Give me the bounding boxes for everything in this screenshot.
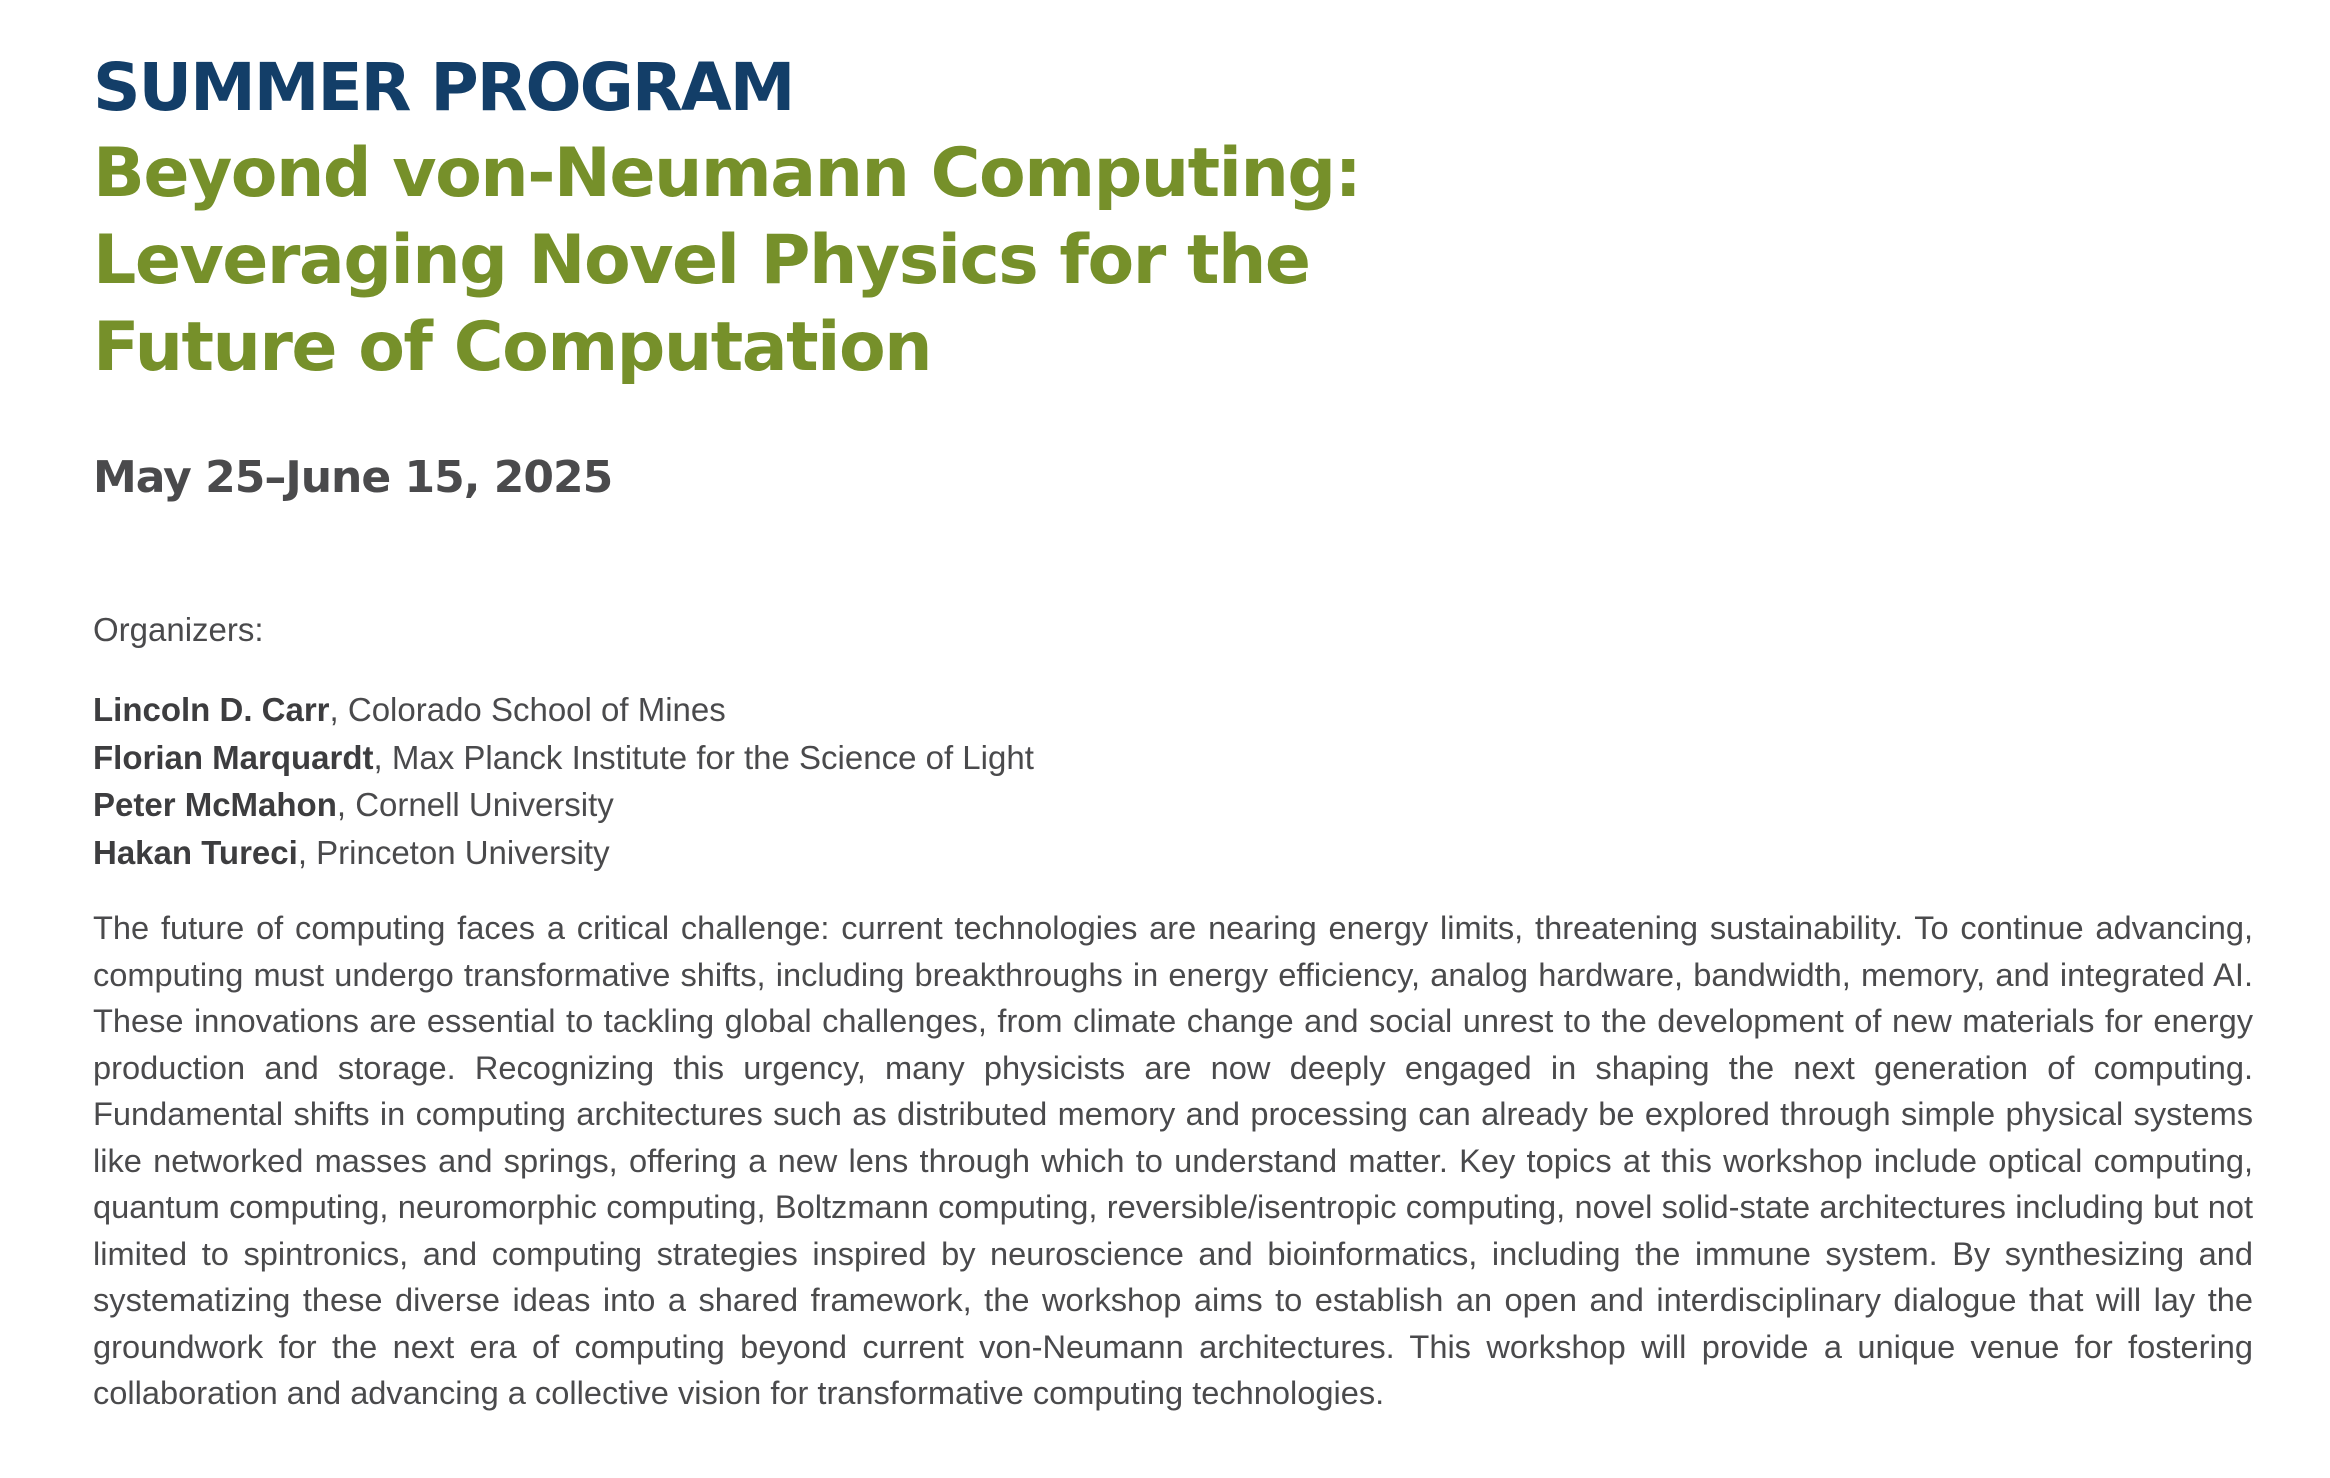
organizer-name: Hakan Tureci	[93, 833, 298, 871]
organizer-item	[93, 734, 1034, 782]
title-line: Beyond von-Neumann Computing:	[93, 134, 1361, 213]
program-kicker: SUMMER PROGRAM	[93, 49, 794, 126]
organizer-item	[93, 686, 1034, 734]
organizer-item	[93, 781, 1034, 829]
organizer-affiliation: , Max Planck Institute for the Science of Light	[373, 738, 1034, 776]
organizer-name: Lincoln D. Carr	[93, 691, 330, 728]
title-line: Future of Computation	[93, 308, 932, 387]
organizer-name: Florian Marquardt	[93, 738, 374, 776]
program-description: The future of computing faces a critical challenge: current technologies are nearing energy limits, threatening sustainability. To continue advancing, computing must undergo transformative shifts, including breakthroughs in energy efficiency, analog hardware, bandwidth, memory, and integrated AI. These innovations are essential to tackling global challenges, from climate change and social unrest to the development of new materials for energy production and storage. Recognizing this urgency, many physicists are now deeply engaged in shaping the next generation of computing. Fundamental shifts in computing architectures such as distributed memory and processing can already be explored through simple physical systems like networked masses and springs, offering a new lens through which to understand matter. Key topics at this workshop include optical computing, quantum computing, neuromorphic computing, Boltzmann computing, reversible/isentropic computing, novel solid-state architectures including but not limited to spintronics, and computing strategies inspired by neuroscience and bioinformatics, including the immune system. By synthesizing and systematizing these diverse ideas into a shared framework, the workshop aims to establish an open and interdisciplinary dialogue that will lay the groundwork for the next era of computing beyond current von-Neumann architectures. This workshop will provide a unique venue for fostering collaboration and advancing a collective vision for transformative computing technologies.	[93, 909, 2253, 1411]
organizer-affiliation: , Cornell University	[336, 786, 614, 823]
organizer-item	[93, 829, 1034, 877]
organizers-heading: Organizers:	[93, 611, 264, 648]
program-title	[93, 130, 1360, 391]
title-line: Leveraging Novel Physics for the	[93, 221, 1310, 300]
organizer-affiliation: , Princeton University	[297, 833, 610, 871]
organizer-name: Peter McMahon	[93, 786, 337, 823]
organizers-list	[93, 686, 1034, 876]
program-dates: May 25–June 15, 2025	[93, 452, 613, 503]
organizer-affiliation: , Colorado School of Mines	[329, 691, 726, 728]
